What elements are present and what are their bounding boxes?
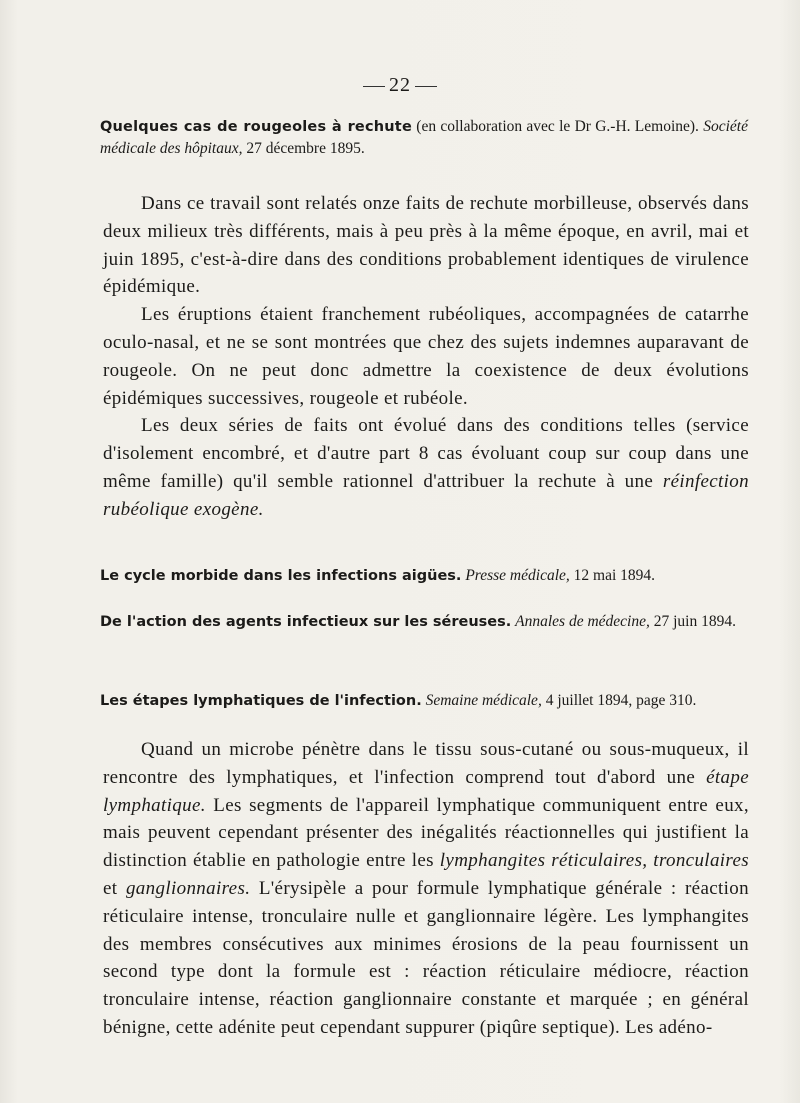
entry-1-collab: (en collaboration avec le Dr G.-H. Lemoine).: [416, 118, 699, 135]
entry-4-body: [103, 736, 749, 1042]
entry-4-date: 4 juillet 1894, page 310.: [545, 692, 697, 709]
entry-3-title: De l'action des agents infectieux sur les séreuses.: [100, 614, 512, 630]
paragraph: Les éruptions étaient franchement rubéoliques, accompagnées de catarrhe oculo-nasal, et ne se sont montrées que chez des sujets indemnes auparavant de rougeole. On ne peut donc admettre la coexistence de deux évolutions épidémiques successives, rougeole et rubéole.: [103, 304, 749, 409]
entry-3-heading: [100, 611, 748, 633]
entry-3-date: 27 juin 1894.: [653, 613, 736, 630]
paragraph: Les deux séries de faits ont évolué dans des conditions telles (service d'isolement encombré, et d'autre part 8 cas évoluant coup sur coup dans une même famille) qu'il semble rationnel d'attribuer la rechute à une réinfection rubéolique exogène.: [103, 415, 750, 520]
entry-2-date: 12 mai 1894.: [573, 567, 656, 584]
entry-2-heading: [100, 565, 748, 587]
entry-4-title: Les étapes lymphatiques de l'infection.: [100, 693, 422, 709]
paragraph: Dans ce travail sont relatés onze faits de rechute morbilleuse, observés dans deux milieux très différents, mais à peu près à la même époque, en avril, mai et juin 1895, c'est-à-dire dans des conditions probablement identiques de virulence épidémique.: [103, 193, 749, 298]
entry-1-title: Quelques cas de rougeoles à rechute: [100, 119, 412, 135]
page-number: 22: [0, 74, 800, 97]
entry-4-heading: [100, 690, 748, 712]
italic-phrase: réinfection rubéolique exogène.: [103, 470, 750, 520]
entry-3-journal: Annales de médecine,: [515, 613, 650, 630]
entry-1-date: 27 décembre 1895.: [246, 140, 365, 157]
entry-4-journal: Semaine médicale,: [425, 692, 542, 709]
entry-1-body: [103, 190, 749, 524]
entry-1-journal: Société médicale des hôpitaux,: [100, 118, 748, 157]
entry-2-journal: Presse médicale,: [465, 567, 570, 584]
paragraph: Quand un microbe pénètre dans le tissu sous-cutané ou sous-muqueux, il rencontre des lymphatiques, et l'infection comprend tout d'abord une étape lymphatique. Les segments de l'appareil lymphatique communiquent entre eux, mais peuvent cependant présenter des inégalités réactionnelles qui justifient la distinction établie en pathologie entre les lymphangites réticulaires, tronculaires et ganglionnaires. L'érysipèle a pour formule lymphatique générale : réaction réticulaire intense, tronculaire nulle et ganglionnaire légère. Les lymphangites des membres consécutives aux minimes érosions de la peau fournissent un second type dont la formule est : réaction réticulaire médiocre, réaction tronculaire intense, réaction ganglionnaire constante et marquée ; en général bénigne, cette adénite peut cependant suppurer (piqûre septique). Les adéno-: [103, 739, 749, 1038]
entry-2-title: Le cycle morbide dans les infections aigües.: [100, 568, 462, 584]
entry-1-heading: [100, 116, 748, 160]
